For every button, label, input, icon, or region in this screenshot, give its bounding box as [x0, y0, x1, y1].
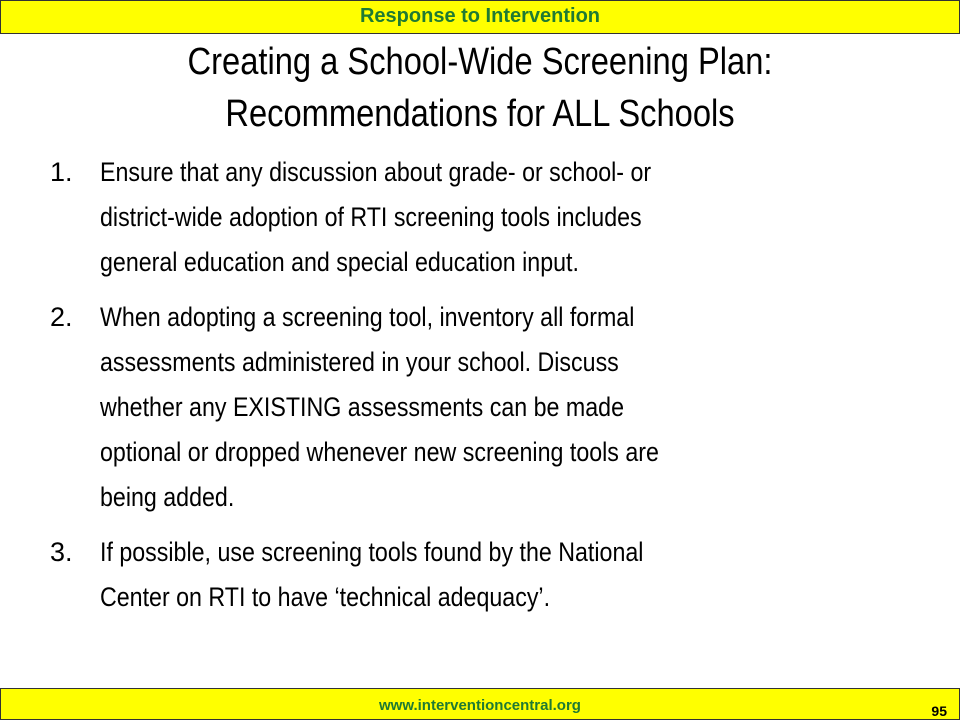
list-item-1	[20, 150, 940, 285]
list-item-line: Ensure that any discussion about grade- or school- or	[100, 157, 652, 187]
slide-title-line-2: Recommendations for ALL Schools	[225, 93, 735, 135]
list-item-text	[100, 150, 890, 285]
list-item-line: When adopting a screening tool, inventory all formal	[100, 302, 635, 332]
list-item-line: assessments administered in your school. Discuss	[100, 347, 619, 377]
list-item-3	[20, 530, 940, 620]
list-item-line: Center on RTI to have ‘technical adequacy’.	[100, 582, 551, 612]
slide-title-line-1: Creating a School-Wide Screening Plan:	[187, 41, 773, 83]
list-item-number: 3.	[50, 537, 73, 567]
list-item-line: being added.	[100, 482, 235, 512]
footer-banner	[0, 688, 960, 720]
list-item-text	[100, 530, 890, 620]
list-item-line: district-wide adoption of RTI screening tools includes	[100, 202, 642, 232]
list-item-line: optional or dropped whenever new screening tools are	[100, 437, 659, 467]
list-item-2	[20, 295, 940, 520]
header-banner	[0, 0, 960, 34]
list-item-text	[100, 295, 890, 520]
recommendations-list	[20, 150, 940, 630]
list-item-line: general education and special education input.	[100, 247, 579, 277]
list-item-number: 1.	[50, 157, 73, 187]
header-banner-title: Response to Intervention	[359, 5, 601, 27]
list-item-line: whether any EXISTING assessments can be made	[100, 392, 624, 422]
page-number: 95	[931, 703, 947, 719]
footer-url-link[interactable]: www.interventioncentral.org	[379, 697, 581, 714]
list-item-line: If possible, use screening tools found by the National	[100, 537, 644, 567]
slide-title	[102, 36, 859, 140]
list-item-number: 2.	[50, 302, 73, 332]
